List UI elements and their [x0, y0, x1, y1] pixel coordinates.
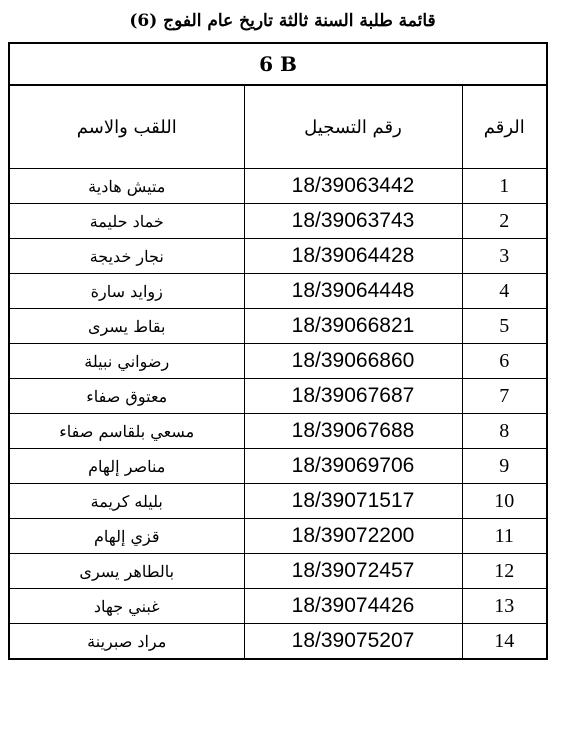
- table-row: [9, 169, 547, 204]
- student-name: رضواني نبيلة: [9, 344, 244, 379]
- row-number: 13: [462, 589, 547, 624]
- student-name: مناصر إلهام: [9, 449, 244, 484]
- row-number: 1: [462, 169, 547, 204]
- title-group-number: (6): [129, 11, 158, 31]
- registration-number: 18/39064448: [244, 274, 462, 309]
- student-name: بالطاهر يسرى: [9, 554, 244, 589]
- row-number: 4: [462, 274, 547, 309]
- row-number: 11: [462, 519, 547, 554]
- row-number: 6: [462, 344, 547, 379]
- table-row: [9, 589, 547, 624]
- table-row: [9, 239, 547, 274]
- row-number: 2: [462, 204, 547, 239]
- student-name: بقاط يسرى: [9, 309, 244, 344]
- row-number: 7: [462, 379, 547, 414]
- row-number: 5: [462, 309, 547, 344]
- registration-number: 18/39075207: [244, 624, 462, 660]
- registration-number: 18/39072457: [244, 554, 462, 589]
- student-name: مسعي بلقاسم صفاء: [9, 414, 244, 449]
- student-name: متيش هادية: [9, 169, 244, 204]
- header-number: الرقم: [462, 85, 547, 169]
- table-row: [9, 624, 547, 660]
- student-name: قزي إلهام: [9, 519, 244, 554]
- header-name: اللقب والاسم: [9, 85, 244, 169]
- student-name: نجار خديجة: [9, 239, 244, 274]
- registration-number: 18/39064428: [244, 239, 462, 274]
- student-name: معتوق صفاء: [9, 379, 244, 414]
- registration-number: 18/39069706: [244, 449, 462, 484]
- document-title: [0, 6, 565, 36]
- table-row: [9, 554, 547, 589]
- row-number: 14: [462, 624, 547, 660]
- table-row: [9, 519, 547, 554]
- registration-number: 18/39071517: [244, 484, 462, 519]
- student-name: بليله كريمة: [9, 484, 244, 519]
- registration-number: 18/39066821: [244, 309, 462, 344]
- table-row: [9, 309, 547, 344]
- group-label: 6 B: [9, 43, 547, 85]
- title-text: قائمة طلبة السنة ثالثة تاريخ عام الفوج: [163, 11, 436, 31]
- header-row: [9, 85, 547, 169]
- registration-number: 18/39067687: [244, 379, 462, 414]
- row-number: 10: [462, 484, 547, 519]
- registration-number: 18/39072200: [244, 519, 462, 554]
- student-name: زوايد سارة: [9, 274, 244, 309]
- registration-number: 18/39063743: [244, 204, 462, 239]
- registration-number: 18/39063442: [244, 169, 462, 204]
- registration-number: 18/39074426: [244, 589, 462, 624]
- row-number: 3: [462, 239, 547, 274]
- student-roster-table: [8, 42, 548, 660]
- header-registration: رقم التسجيل: [244, 85, 462, 169]
- student-name: خماد حليمة: [9, 204, 244, 239]
- table-row: [9, 484, 547, 519]
- table-row: [9, 414, 547, 449]
- row-number: 9: [462, 449, 547, 484]
- student-name: غبني جهاد: [9, 589, 244, 624]
- table-row: [9, 204, 547, 239]
- registration-number: 18/39067688: [244, 414, 462, 449]
- group-row: [9, 43, 547, 85]
- table-row: [9, 344, 547, 379]
- row-number: 8: [462, 414, 547, 449]
- table-row: [9, 449, 547, 484]
- student-name: مراد صبرينة: [9, 624, 244, 660]
- row-number: 12: [462, 554, 547, 589]
- registration-number: 18/39066860: [244, 344, 462, 379]
- table-row: [9, 274, 547, 309]
- table-row: [9, 379, 547, 414]
